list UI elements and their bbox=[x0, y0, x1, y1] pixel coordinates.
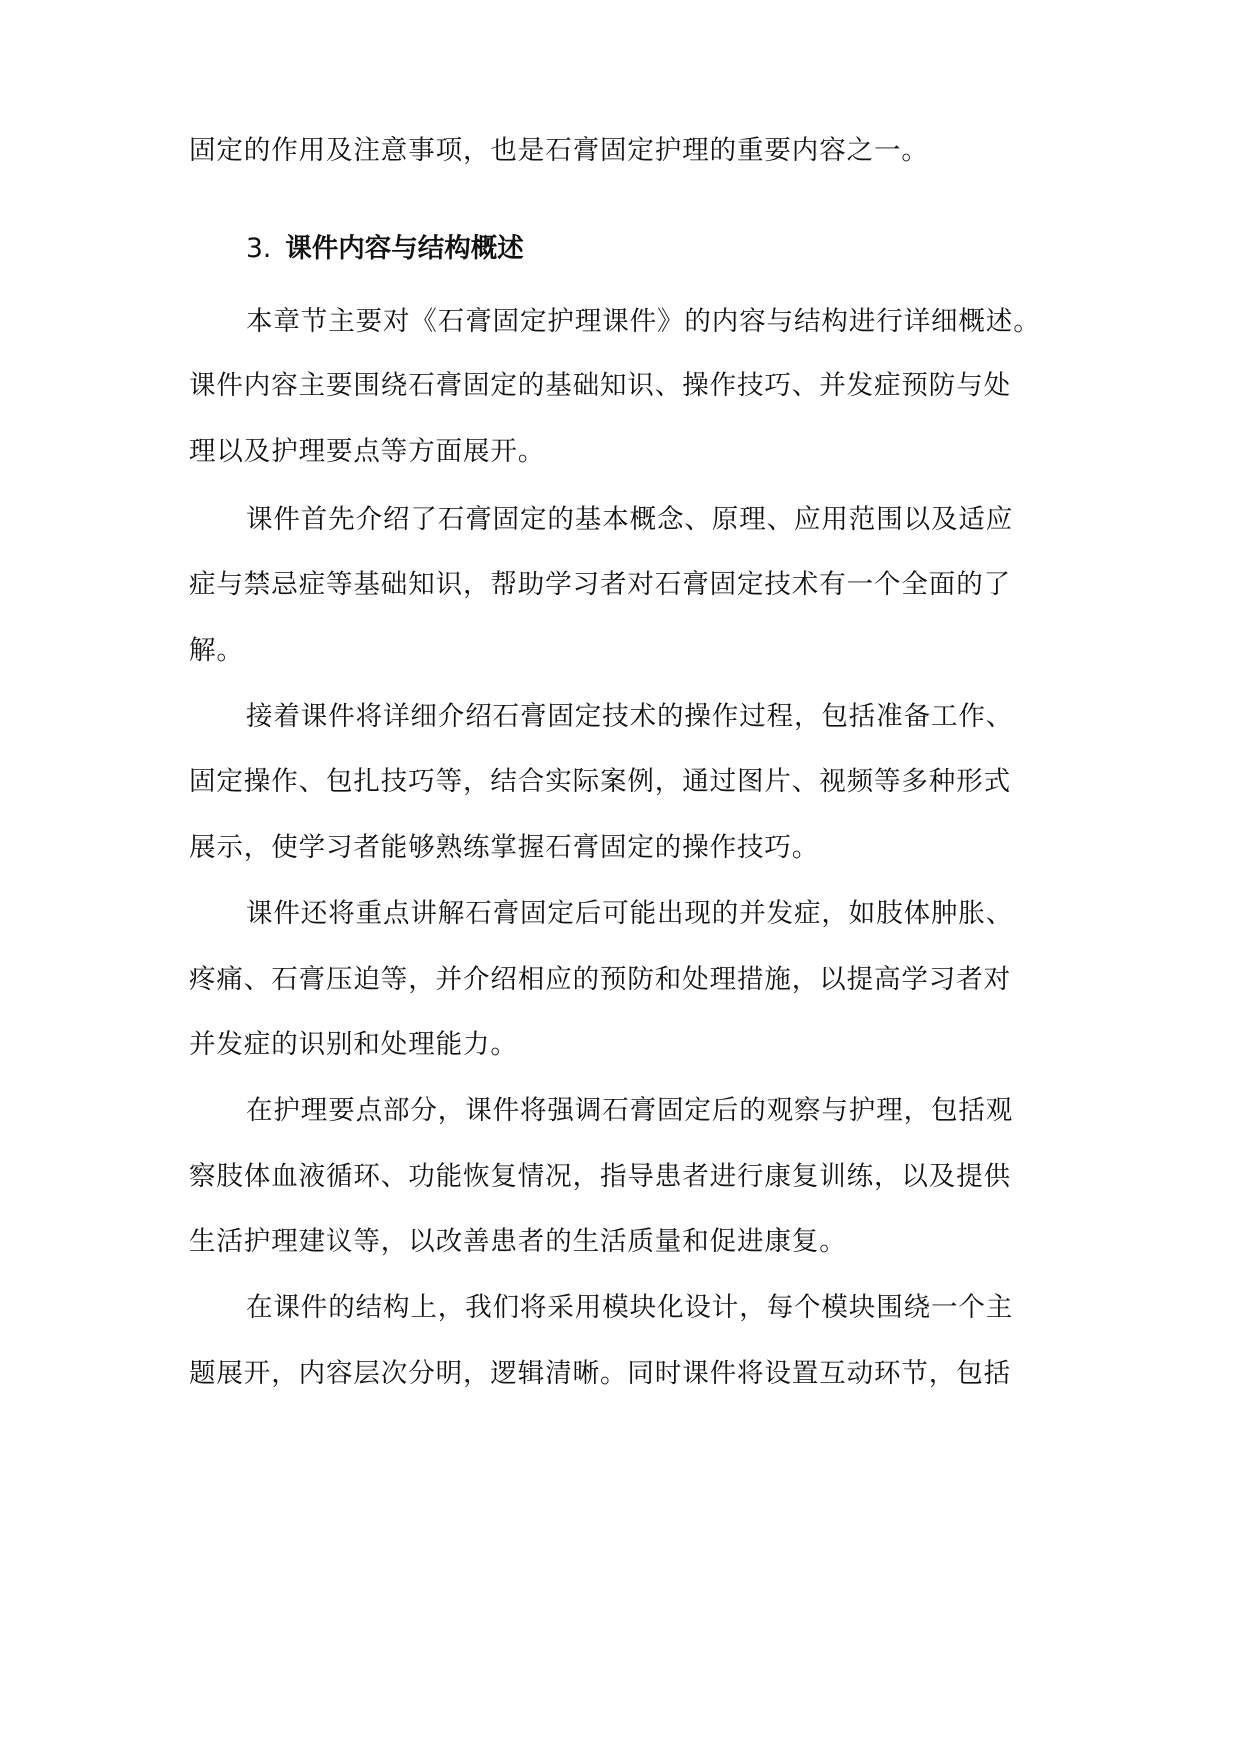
paragraph-5-line-3: 生活护理建议等，以改善患者的生活质量和促进康复。 bbox=[189, 1226, 847, 1257]
paragraph-1-line-2: 课件内容主要围绕石膏固定的基础知识、操作技巧、并发症预防与处 bbox=[189, 370, 1011, 401]
paragraph-6-line-2: 题展开，内容层次分明，逻辑清晰。同时课件将设置互动环节，包括 bbox=[189, 1358, 1011, 1389]
paragraph-5-line-1: 在护理要点部分，课件将强调石膏固定后的观察与护理，包括观 bbox=[246, 1095, 1014, 1126]
paragraph-6-line-1: 在课件的结构上，我们将采用模块化设计，每个模块围绕一个主 bbox=[246, 1292, 1014, 1323]
paragraph-3-line-1: 接着课件将详细介绍石膏固定技术的操作过程，包括准备工作、 bbox=[246, 701, 1014, 732]
paragraph-1-line-3: 理以及护理要点等方面展开。 bbox=[189, 436, 546, 467]
paragraph-4-line-1: 课件还将重点讲解石膏固定后可能出现的并发症，如肢体肿胀、 bbox=[246, 898, 1014, 929]
section-heading bbox=[246, 229, 524, 269]
section-title: 课件内容与结构概述 bbox=[285, 233, 524, 264]
paragraph-4-line-2: 疼痛、石膏压迫等，并介绍相应的预防和处理措施，以提高学习者对 bbox=[189, 964, 1011, 995]
paragraph-3-line-2: 固定操作、包扎技巧等，结合实际案例，通过图片、视频等多种形式 bbox=[189, 766, 1011, 797]
section-number: 3. bbox=[246, 233, 272, 264]
paragraph-3-line-3: 展示，使学习者能够熟练掌握石膏固定的操作技巧。 bbox=[189, 832, 820, 863]
paragraph-2-line-2: 症与禁忌症等基础知识，帮助学习者对石膏固定技术有一个全面的了 bbox=[189, 569, 1011, 600]
intro-line: 固定的作用及注意事项，也是石膏固定护理的重要内容之一。 bbox=[189, 135, 929, 166]
paragraph-5-line-2: 察肢体血液循环、功能恢复情况，指导患者进行康复训练，以及提供 bbox=[189, 1161, 1011, 1192]
paragraph-2-line-3: 解。 bbox=[189, 635, 244, 666]
paragraph-2-line-1: 课件首先介绍了石膏固定的基本概念、原理、应用范围以及适应 bbox=[246, 504, 1014, 535]
paragraph-4-line-3: 并发症的识别和处理能力。 bbox=[189, 1029, 518, 1060]
paragraph-1-line-1: 本章节主要对《石膏固定护理课件》的内容与结构进行详细概述。 bbox=[246, 306, 1041, 337]
